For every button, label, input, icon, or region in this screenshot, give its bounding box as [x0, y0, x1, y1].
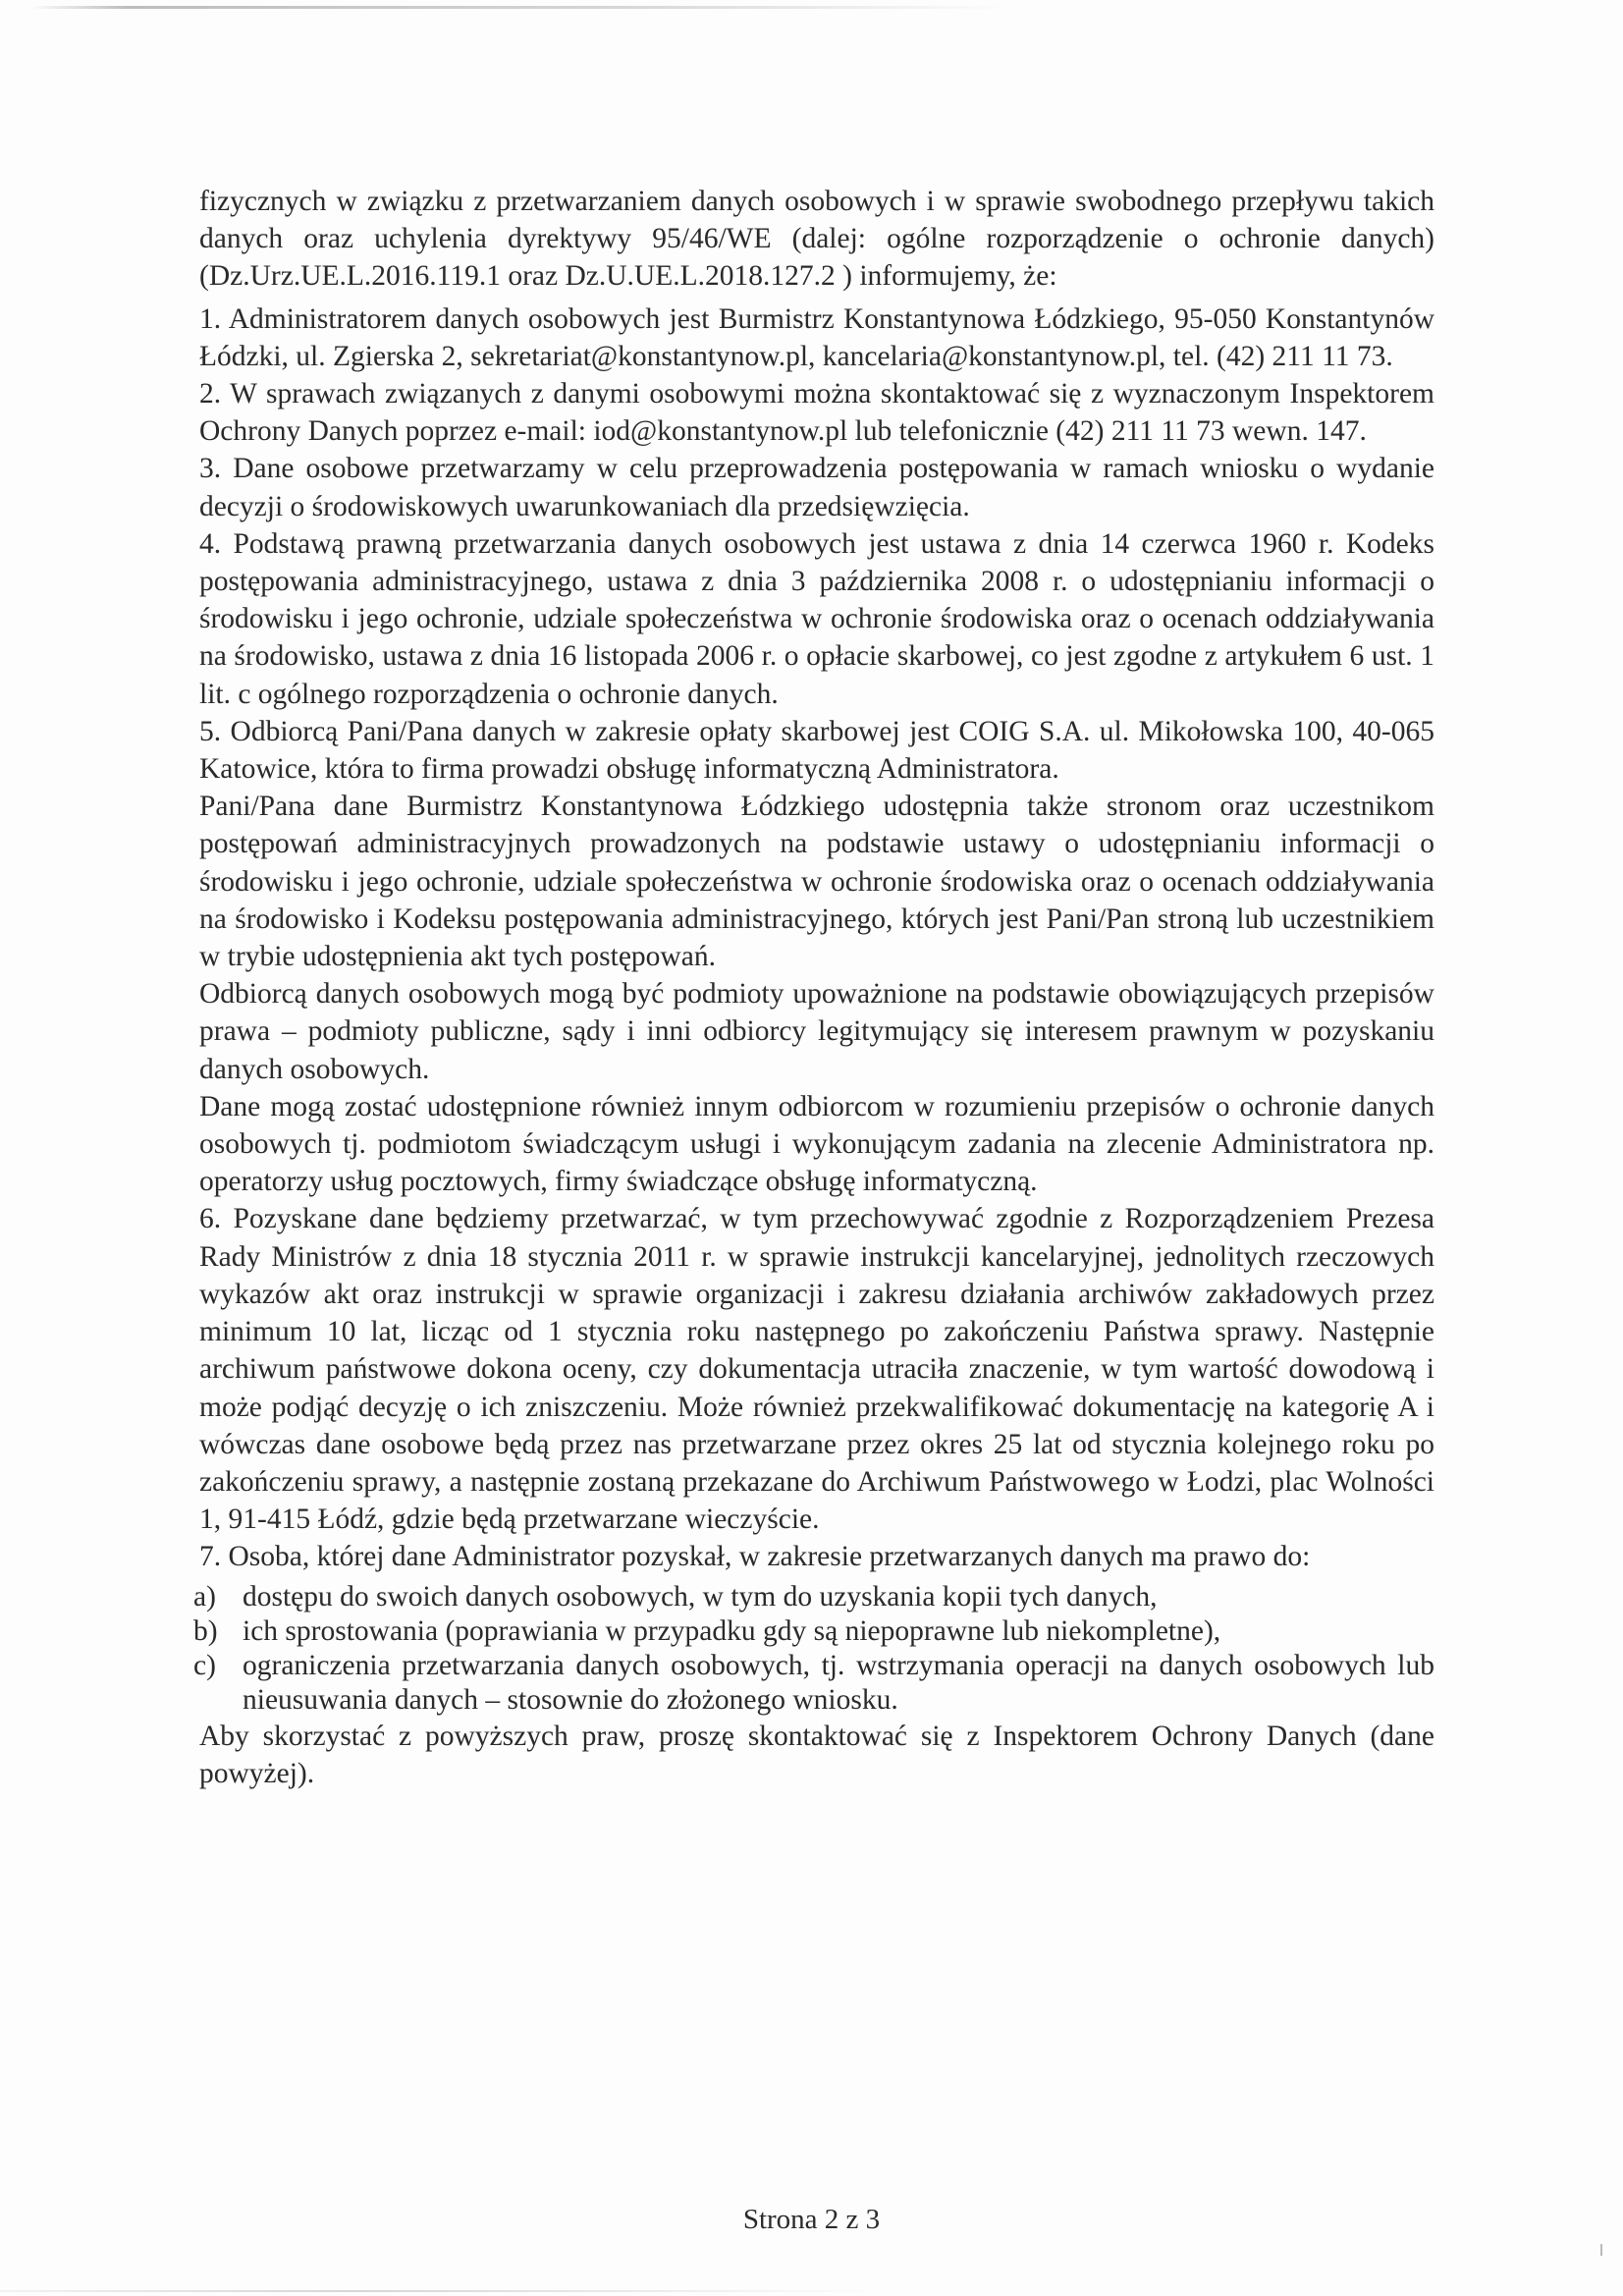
- rights-list-item-c: [193, 1649, 1434, 1718]
- scan-speck: [1600, 2244, 1602, 2256]
- document-body: [193, 183, 1434, 1792]
- scan-edge-top: [29, 6, 1011, 9]
- paragraph-7-rights: 7. Osoba, której dane Administrator pozyskał, w zakresie przetwarzanych danych ma prawo do:: [199, 1541, 1311, 1573]
- paragraph-authorized-recipients: Odbiorcą danych osobowych mogą być podmioty upoważnione na podstawie obowiązujących przepisów prawa – podmioty publiczne, sądy i inni odbiorcy legitymujący się interesem prawnym w pozyskaniu danych osobowych.: [199, 978, 1434, 1085]
- paragraph-6-retention: 6. Pozyskane dane będziemy przetwarzać, w tym przechowywać zgodnie z Rozporządzeniem Prezesa Rady Ministrów z dnia 18 stycznia 2011 r. w sprawie instrukcji kancelaryjnej, jednolitych rzeczowych wykazów akt oraz instrukcji w sprawie organizacji i zakresu działania archiwów zakładowych przez minimum 10 lat, licząc od 1 stycznia roku następnego po zakończeniu Państwa sprawy. Następnie archiwum państwowe dokona oceny, czy dokumentacja utraciła znaczenie, w tym wartość dowodową i może podjąć decyzję o ich zniszczeniu. Może również przekwalifikować dokumentację na kategorię A i wówczas dane osobowe będą przez nas przetwarzane przez okres 25 lat od stycznia kolejnego roku po zakończeniu sprawy, a następnie zostaną przekazane do Archiwum Państwowego w Łodzi, plac Wolności 1, 91-415 Łódź, gdzie będą przetwarzane wieczyście.: [199, 1203, 1434, 1536]
- list-label: c): [193, 1649, 216, 1681]
- page-number: Strona 2 z 3: [742, 2204, 881, 2235]
- scan-edge-bottom: [0, 2290, 884, 2292]
- paragraph-1-administrator: 1. Administratorem danych osobowych jest Burmistrz Konstantynowa Łódzkiego, 95-050 Konstantynów Łódzki, ul. Zgierska 2, sekretariat@konstantynow.pl, kancelaria@konstantynow.pl, tel. (42) 211 11 73.: [199, 302, 1434, 372]
- list-text: dostępu do swoich danych osobowych, w tym do uzyskania kopii tych danych,: [243, 1580, 1158, 1613]
- rights-list-item-b: [193, 1614, 1434, 1649]
- list-label: b): [193, 1614, 218, 1647]
- paragraph-intro: fizycznych w związku z przetwarzaniem danych osobowych i w sprawie swobodnego przepływu takich danych oraz uchylenia dyrektywy 95/46/WE (dalej: ogólne rozporządzenie o ochronie danych) (Dz.Urz.UE.L.2016.119.1 oraz Dz.U.UE.L.2018.127.2 ) informujemy, że:: [199, 186, 1434, 293]
- list-label: a): [193, 1580, 216, 1613]
- paragraph-5-recipients: 5. Odbiorcą Pani/Pana danych w zakresie opłaty skarbowej jest COIG S.A. ul. Mikołowska 100, 40-065 Katowice, która to firma prowadzi obsługę informatyczną Administratora.: [199, 715, 1434, 786]
- paragraph-closing: Aby skorzystać z powyższych praw, proszę skontaktować się z Inspektorem Ochrony Danych (dane powyżej).: [199, 1720, 1434, 1789]
- paragraph-other-recipients: Dane mogą zostać udostępnione również innym odbiorcom w rozumieniu przepisów o ochronie danych osobowych tj. podmiotom świadczącym usługi i wykonującym zadania na zlecenie Administratora np. operatorzy usług pocztowych, firmy świadczące obsługę informatyczną.: [199, 1090, 1434, 1198]
- rights-list-item-a: [193, 1580, 1434, 1614]
- paragraph-4-legal-basis: 4. Podstawą prawną przetwarzania danych osobowych jest ustawa z dnia 14 czerwca 1960 r. Kodeks postępowania administracyjnego, ustawa z dnia 3 października 2008 r. o udostępnianiu informacji o środowisku i jego ochronie, udziale społeczeństwa w ochronie środowiska oraz o ocenach oddziaływania na środowisko, ustawa z dnia 16 listopada 2006 r. o opłacie skarbowej, co jest zgodne z artykułem 6 ust. 1 lit. c ogólnego rozporządzenia o ochronie danych.: [199, 527, 1434, 710]
- rights-list: [193, 1580, 1434, 1718]
- paragraph-3-purpose: 3. Dane osobowe przetwarzamy w celu przeprowadzenia postępowania w ramach wniosku o wydanie decyzji o środowiskowych uwarunkowaniach dla przedsięwzięcia.: [199, 453, 1434, 522]
- list-text: ich sprostowania (poprawiania w przypadku gdy są niepoprawne lub niekompletne),: [243, 1614, 1221, 1647]
- paragraph-sharing-parties: Pani/Pana dane Burmistrz Konstantynowa Łódzkiego udostępnia także stronom oraz uczestnikom postępowań administracyjnych prowadzonych na podstawie ustawy o udostępnianiu informacji o środowisku i jego ochronie, udziale społeczeństwa w ochronie środowiska oraz o ocenach oddziaływania na środowisko i Kodeksu postępowania administracyjnego, których jest Pani/Pan stroną lub uczestnikiem w trybie udostępnienia akt tych postępowań.: [199, 791, 1434, 973]
- list-text: ograniczenia przetwarzania danych osobowych, tj. wstrzymania operacji na danych osobowych lub nieusuwania danych – stosownie do złożonego wniosku.: [243, 1649, 1434, 1716]
- paragraph-2-iod-contact: 2. W sprawach związanych z danymi osobowymi można skontaktować się z wyznaczonym Inspektorem Ochrony Danych poprzez e-mail: iod@konstantynow.pl lub telefonicznie (42) 211 11 73 wewn. 147.: [199, 378, 1434, 448]
